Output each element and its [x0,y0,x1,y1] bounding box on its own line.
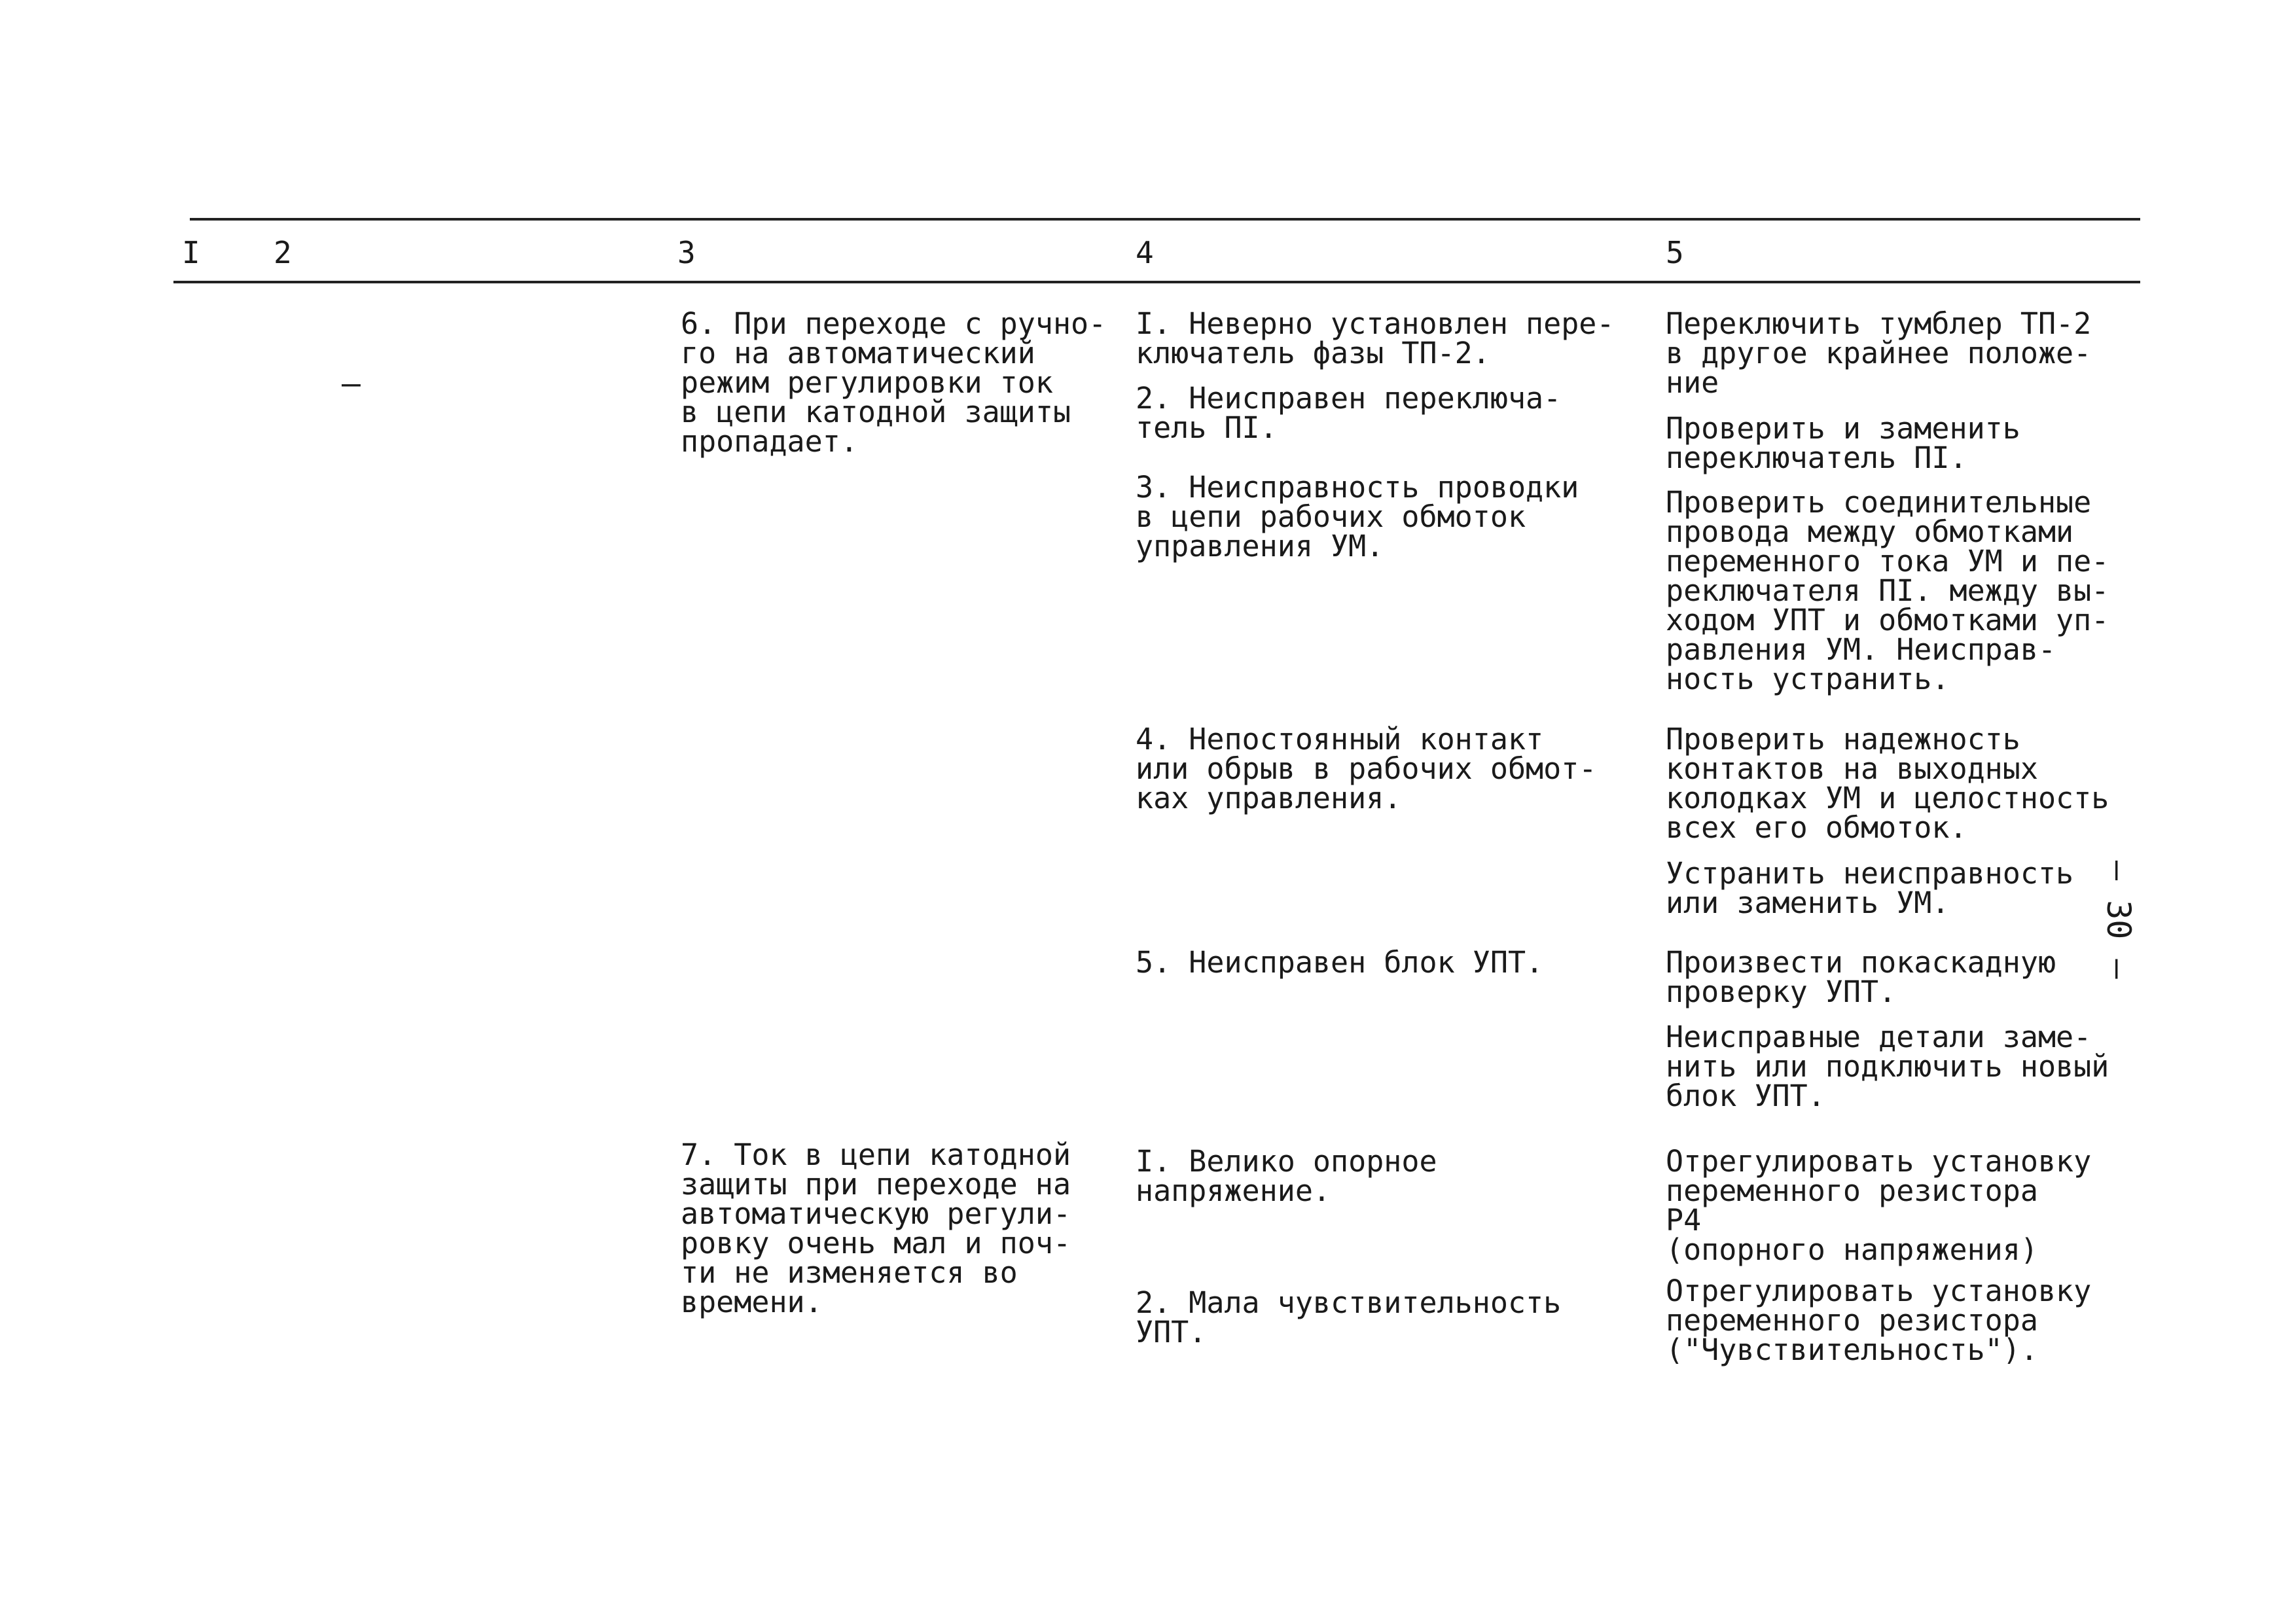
remedy-6-7: Неисправные детали заме- нить или подключить новый блок УПТ. [1666,1020,2109,1113]
cause-7-2: 2. Мала чувствительность УПТ. [1136,1285,1562,1349]
column-header-4: 4 [1136,235,1154,270]
remedy-6-4: Проверить надежность контактов на выходных колодках УМ и целостность всех его обмоток. [1666,722,2109,845]
remedy-6-6: Произвести покаскадную проверку УПТ. [1666,945,2056,1009]
column-header-5: 5 [1666,235,1684,270]
cause-6-3: 3. Неисправность проводки в цепи рабочих обмоток управления УМ. [1136,470,1579,563]
cause-6-4: 4. Непостоянный контакт или обрыв в рабочих обмот- ках управления. [1136,722,1597,815]
cause-6-5: 5. Неисправен блок УПТ. [1136,945,1544,980]
remedy-6-1: Переключить тумблер ТП-2 в другое крайнее положе- ние [1666,306,2092,400]
remedy-7-2: Отрегулировать установку переменного резистора ("Чувствительность"). [1666,1274,2092,1367]
remedy-6-3: Проверить соединительные провода между обмотками переменного тока УМ и пе- реключателя ПI. между вы- ходом УПТ и обмотками уп- равления УМ. Неисправ- ность устранить. [1666,485,2109,696]
page-number: — 30 — [2100,861,2138,979]
cause-6-2: 2. Неисправен переключа- тель ПI. [1136,381,1562,445]
cause-7-1: I. Велико опорное напряжение. [1136,1144,1437,1208]
remedy-6-5: Устранить неисправность или заменить УМ. [1666,856,2074,920]
column-2-dash: – [342,365,361,402]
remedy-7-1: Отрегулировать установку переменного резистора Р4 (опорного напряжения) [1666,1144,2092,1267]
cause-6-1: I. Неверно установлен пере- ключатель фазы ТП-2. [1136,306,1615,370]
remedy-6-2: Проверить и заменить переключатель ПI. [1666,411,2020,475]
column-header-3: 3 [677,235,696,270]
column-header-2: 2 [274,235,292,270]
condition-7: 7. Ток в цепи катодной защиты при переходе на автоматическую регули- ровку очень мал и поч- ти не изменяется во времени. [681,1137,1071,1319]
top-rule [190,218,2140,221]
column-header-1: I [182,235,200,270]
header-bottom-rule [173,281,2140,283]
condition-6: 6. При переходе с ручно- го на автоматический режим регулировки ток в цепи катодной защиты пропадает. [681,306,1107,459]
